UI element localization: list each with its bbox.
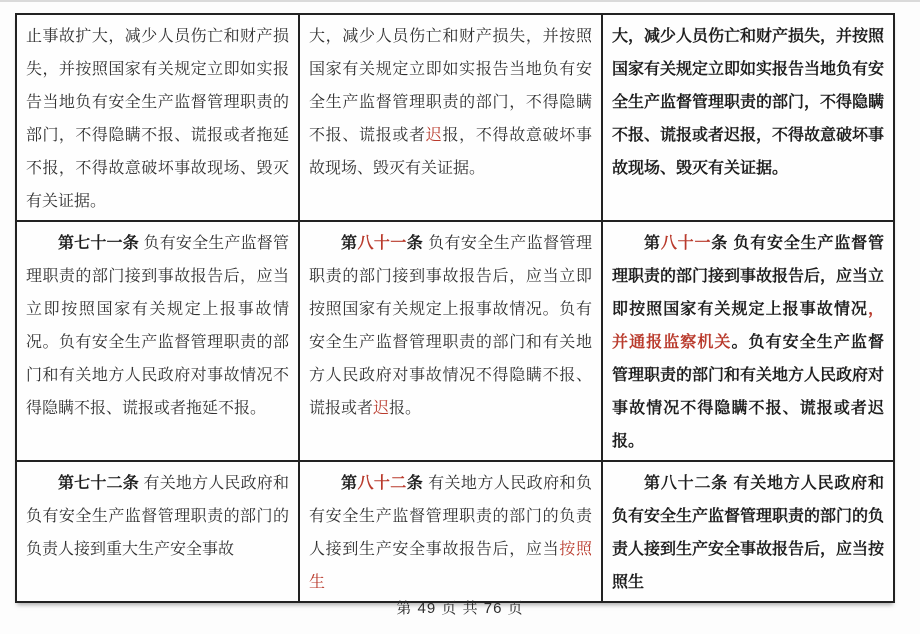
text-segment-normal: 。负有安全生产监督管理职责的部门和有关地方人民政府对事故情况不得隐瞒不报、谎报或者迟报。 — [612, 334, 885, 450]
text-segment-normal: 大，减少人员伤亡和财产损失，并按照国家有关规定立即如实报告当地负有安全生产监督管理职责的部门，不得隐瞒不报、谎报或者 — [309, 28, 592, 144]
text-segment-redbold: 八十二 — [357, 475, 407, 492]
cell-row3-col1 — [17, 460, 298, 601]
text-segment-normal: 报。 — [389, 400, 422, 417]
text-segment-normal: 负有安全生产监督管理职责的部门接到事故报告后，应当立即按照国家有关规定上报事故情况 — [612, 235, 885, 318]
text-segment-bold: 条 — [711, 235, 729, 252]
text-segment-bold: 条 — [406, 235, 424, 252]
text-segment-normal: 有关地方人民政府和负有安全生产监督管理职责的部门的负责人接到重大生产安全事故 — [26, 475, 289, 558]
text-segment-bold: 第 — [644, 235, 661, 252]
text-segment-bold: 第 — [341, 475, 358, 492]
cell-row2-col3 — [601, 220, 893, 460]
text-segment-redbold: ，并通报监察机关 — [612, 301, 884, 351]
cell-row3-col2 — [298, 460, 601, 601]
text-segment-bold: 第 — [341, 235, 358, 252]
cell-row3-col3 — [601, 460, 893, 601]
table-row — [17, 220, 893, 460]
law-comparison-table — [15, 13, 895, 603]
cell-row1-col3 — [601, 15, 893, 220]
cell-row1-col1 — [17, 15, 298, 220]
table-row — [17, 15, 893, 220]
text-segment-bold: 第七十一条 — [58, 235, 139, 252]
text-segment-red: 迟 — [425, 127, 443, 144]
text-segment-red: 迟 — [373, 400, 390, 417]
cell-row2-col1 — [17, 220, 298, 460]
text-segment-normal: 止事故扩大，减少人员伤亡和财产损失，并按照国家有关规定立即如实报告当地负有安全生产监督管理职责的部门，不得隐瞒不报、谎报或者拖延不报，不得故意破坏事故现场、毁灭有关证据。 — [26, 28, 289, 210]
text-segment-bold: 条 — [406, 475, 424, 492]
cell-row1-col2 — [298, 15, 601, 220]
text-segment-normal: 负有安全生产监督管理职责的部门接到事故报告后，应当立即按照国家有关规定上报事故情况。负有安全生产监督管理职责的部门和有关地方人民政府对事故情况不得隐瞒不报、谎报或者拖延不报。 — [26, 235, 289, 417]
text-segment-normal: 报，不得故意破坏事故现场、毁灭有关证据。 — [309, 127, 592, 177]
page-indicator: 第 49 页 共 76 页 — [396, 600, 524, 617]
text-segment-redbold: 八十一 — [357, 235, 407, 252]
table-row — [17, 460, 893, 601]
text-segment-normal: 负有安全生产监督管理职责的部门接到事故报告后，应当立即按照国家有关规定上报事故情况。负有安全生产监督管理职责的部门和有关地方人民政府对事故情况不得隐瞒不报、谎报或者 — [309, 235, 592, 417]
text-segment-normal: 有关地方人民政府和负有安全生产监督管理职责的部门的负责人接到生产安全事故报告后，应当按照生 — [612, 475, 885, 591]
text-segment-redbold: 八十一 — [660, 235, 712, 252]
text-segment-red: 按照生 — [309, 541, 592, 591]
page-top-edge — [0, 0, 920, 2]
text-segment-normal: 有关地方人民政府和负有安全生产监督管理职责的部门的负责人接到生产安全事故报告后，应当 — [309, 475, 592, 558]
text-segment-bold: 第八十二条 — [644, 475, 729, 492]
cell-row2-col2 — [298, 220, 601, 460]
text-segment-bold: 第七十二条 — [58, 475, 139, 492]
text-segment-normal: 大，减少人员伤亡和财产损失，并按照国家有关规定立即如实报告当地负有安全生产监督管理职责的部门，不得隐瞒不报、谎报或者迟报，不得故意破坏事故现场、毁灭有关证据。 — [612, 28, 885, 177]
